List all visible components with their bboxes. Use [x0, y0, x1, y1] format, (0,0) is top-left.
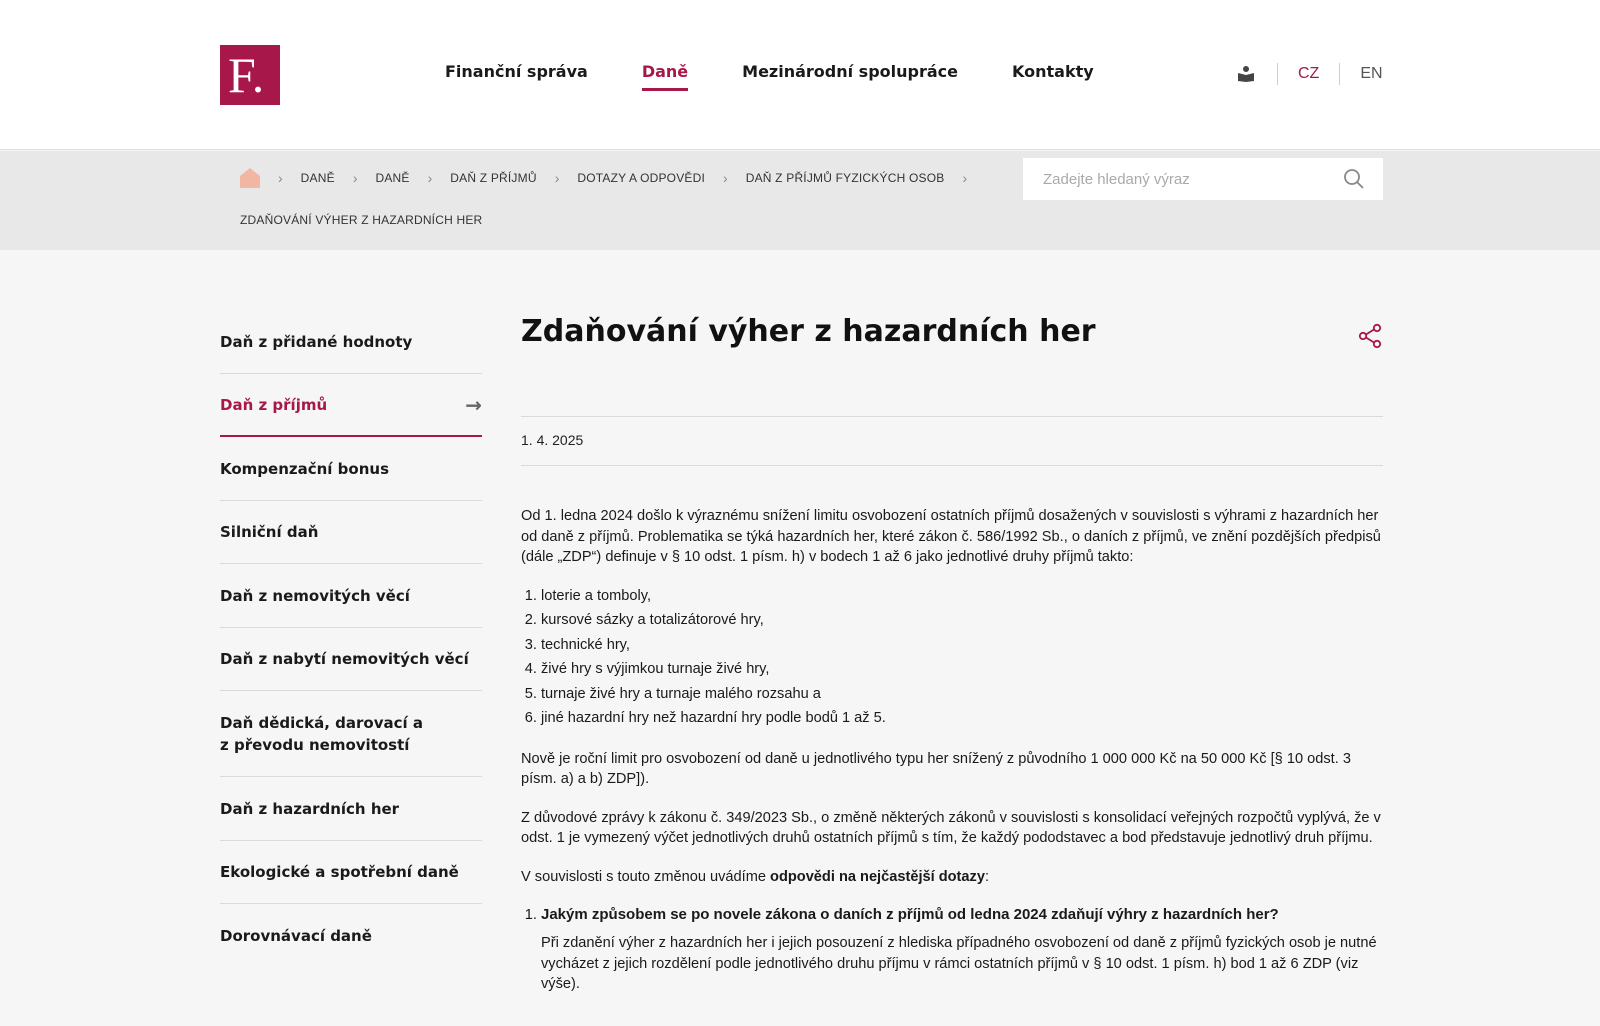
sidebar-item-label: Silniční daň [220, 523, 319, 541]
date-bar [521, 416, 1383, 466]
text: V souvislosti s touto změnou uvádíme [521, 868, 771, 885]
sidebar-item-label: Daň z nemovitých věcí [220, 586, 410, 605]
sidebar-item-dan-z-hazardnich-her[interactable] [220, 777, 482, 841]
chevron-right-icon: › [962, 170, 968, 186]
sidebar-item-dph[interactable] [220, 310, 482, 374]
income-types-list [541, 584, 1383, 731]
list-item: 3. technické hry, [541, 633, 1383, 658]
sidebar-item-label: Dorovnávací daně [220, 927, 372, 945]
chevron-right-icon: › [554, 170, 560, 186]
divider [1277, 63, 1278, 85]
list-item: 5. turnaje živé hry a turnaje malého rozsahu a [541, 682, 1383, 707]
sidebar-item-label: Daň dědická, darovací a z převodu nemovitostí [220, 713, 424, 754]
lang-en[interactable]: EN [1360, 65, 1383, 82]
search-icon[interactable] [1343, 168, 1365, 190]
sidebar-item-label: Daň z příjmů [220, 395, 328, 414]
sidebar-item-label: Kompenzační bonus [220, 459, 389, 478]
sidebar-item-dorovnavaci-dane[interactable] [220, 904, 482, 968]
nav-financni-sprava[interactable]: Finanční správa [445, 62, 588, 81]
breadcrumb-item[interactable]: DAŇ Z PŘÍJMŮ [450, 171, 537, 185]
sidebar-item-dan-dedicka[interactable] [220, 691, 482, 777]
sidebar-item-kompenzacni-bonus[interactable] [220, 437, 482, 501]
breadcrumb-item[interactable]: DANĚ [300, 171, 335, 185]
sidebar-item-label: Daň z hazardních her [220, 799, 400, 818]
sidebar-item-label: Ekologické a spotřební daně [220, 863, 459, 881]
nav-kontakty[interactable]: Kontakty [1012, 62, 1094, 81]
home-icon[interactable] [240, 168, 260, 188]
article-body [521, 506, 1383, 995]
breadcrumb [240, 165, 985, 191]
arrow-right-icon: → [465, 392, 482, 417]
sidebar-nav [220, 310, 482, 968]
intro-paragraph: Od 1. ledna 2024 došlo k výraznému snížení limitu osvobození ostatních příjmů dosažených v souvislosti s výhrami z hazardních her od daně z příjmů. Problematika se týká hazardních her, které zákon č. 586/1992 Sb., o daních z příjmů, ve znění pozdějších předpisů (dále „ZDP“) definuje v § 10 odst. 1 písm. h) v bodech 1 až 6 jako jednotlivé druhy příjmů takto: [521, 508, 1381, 565]
sidebar-item-dan-z-nabyti[interactable] [220, 628, 482, 691]
faq-answer: Při zdanění výher z hazardních her i jejich posouzení z hlediska případného osvobození od daně z příjmů fyzických osob je nutné vycházet z jejich rozdělení podle jednotlivého druhu příjmu v rámci ostatních příjmů v § 10 odst. 1 písm. h) bod 1 až 6 ZDP (viz výše). [541, 935, 1377, 992]
article [521, 310, 1383, 992]
lang-cz[interactable]: CZ [1298, 65, 1320, 82]
sidebar-item-label: Daň z přidané hodnoty [220, 332, 413, 351]
sidebar-item-dan-z-prijmu[interactable] [220, 374, 482, 437]
search-box [1023, 158, 1383, 200]
paragraph: Nově je roční limit pro osvobození od daně u jednotlivého typu her snížený z původního 1 000 000 Kč na 50 000 Kč [§ 10 odst. 3 písm. a) a b) ZDP]). [521, 750, 1351, 787]
chevron-right-icon: › [427, 170, 433, 186]
breadcrumb-item[interactable]: DAŇ Z PŘÍJMŮ FYZICKÝCH OSOB [745, 171, 945, 185]
site-header [0, 0, 1600, 150]
list-item: 1. loterie a tomboly, [541, 584, 1383, 609]
breadcrumb-current: ZDAŇOVÁNÍ VÝHER Z HAZARDNÍCH HER [240, 213, 483, 227]
sidebar-item-dan-z-nemovitych-veci[interactable] [220, 564, 482, 628]
publish-date: 1. 4. 2025 [521, 432, 584, 448]
chevron-right-icon: › [278, 170, 283, 186]
emphasis: odpovědi na nejčastější dotazy [770, 868, 985, 885]
paragraph [521, 867, 1383, 888]
nav-mezinarodni-spoluprace[interactable]: Mezinárodní spolupráce [742, 62, 958, 81]
sidebar-item-ekologicke-dane[interactable] [220, 841, 482, 904]
list-item: 4. živé hry s výjimkou turnaje živé hry, [541, 657, 1383, 682]
sidebar-item-label: Daň z nabytí nemovitých věcí [220, 650, 469, 668]
faq-item [541, 903, 1383, 995]
text: : [984, 868, 990, 885]
divider [1339, 63, 1340, 85]
breadcrumb-item[interactable]: DANĚ [375, 171, 410, 185]
sidebar-item-silnicni-dan[interactable] [220, 501, 482, 564]
search-input[interactable] [1023, 171, 1323, 188]
list-item: 2. kursové sázky a totalizátorové hry, [541, 608, 1383, 633]
paragraph: Z důvodové zprávy k zákonu č. 349/2023 Sb., o změně některých zákonů v souvislosti s konsolidací veřejných rozpočtů vyplývá, že v odst. 1 je vymezený výčet jednotlivých druhů ostatních příjmů s tím, že každý pododstavec a bod představuje jednotlivý druh příjmu. [521, 809, 1381, 846]
page-title: Zdaňování výher z hazardních her [521, 314, 1096, 349]
chevron-right-icon: › [352, 170, 358, 186]
faq-list [541, 903, 1383, 995]
breadcrumb-item[interactable]: DOTAZY A ODPOVĚDI [577, 171, 706, 185]
accessibility-reader-icon[interactable] [1235, 63, 1257, 85]
nav-dane[interactable]: Daně [642, 62, 688, 91]
header-tools [1235, 62, 1383, 86]
chevron-right-icon: › [723, 170, 728, 186]
share-icon[interactable] [1357, 323, 1383, 349]
main-nav [445, 62, 1148, 91]
faq-question: 1. Jakým způsobem se po novele zákona o daních z příjmů od ledna 2024 zdaňují výhry z hazardních her? [541, 906, 1279, 923]
logo[interactable]: F. [220, 45, 280, 105]
list-item: 6. jiné hazardní hry než hazardní hry podle bodů 1 až 5. [541, 706, 1383, 731]
